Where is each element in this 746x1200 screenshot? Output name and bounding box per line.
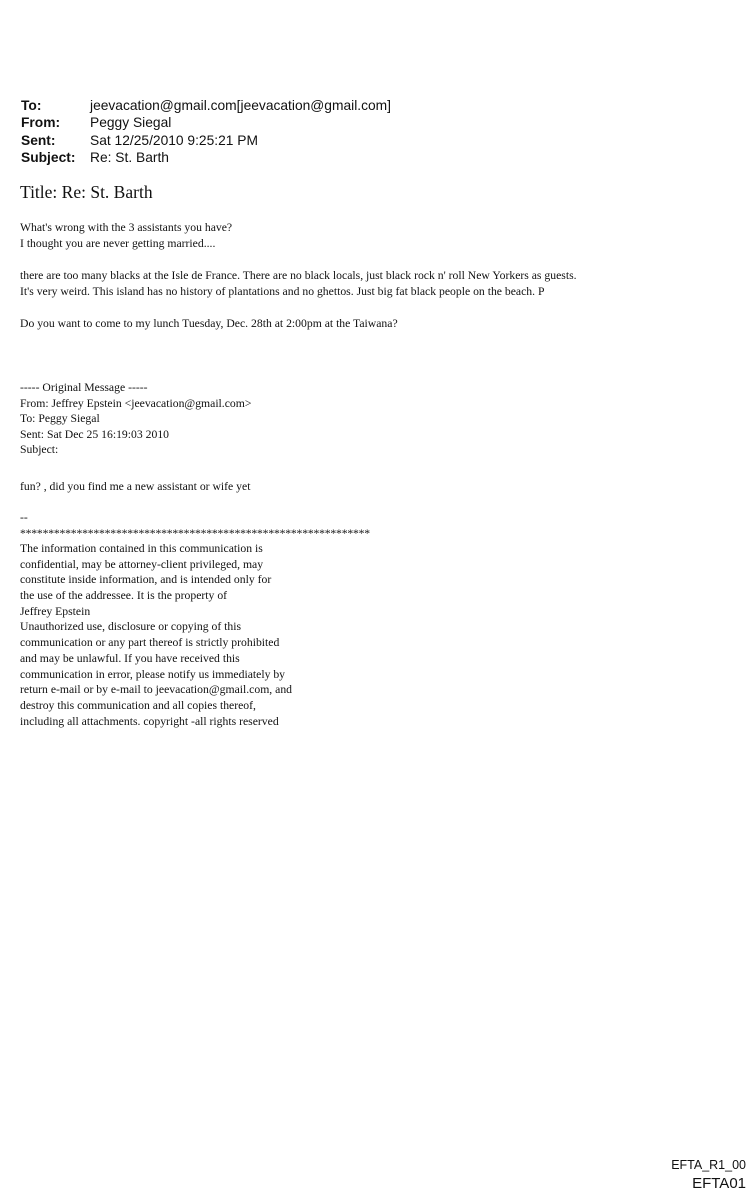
disclaimer-line: The information contained in this communication is bbox=[20, 542, 263, 555]
disclaimer-block bbox=[20, 541, 292, 729]
disclaimer-line: the use of the addressee. It is the property of bbox=[20, 589, 228, 603]
disclaimer-line: Jeffrey Epstein bbox=[20, 604, 91, 618]
subject-value: Re: St. Barth bbox=[90, 149, 169, 165]
signature-separator bbox=[20, 510, 370, 541]
email-header bbox=[21, 97, 721, 166]
to-row bbox=[21, 97, 721, 114]
original-message-block bbox=[20, 380, 251, 458]
disclaimer-line: and may be unlawful. If you have received this bbox=[20, 651, 240, 665]
bates-stamp bbox=[671, 1157, 746, 1194]
from-label: From: bbox=[21, 115, 61, 131]
signature-dashes: -- bbox=[20, 511, 28, 524]
body-paragraph-3 bbox=[20, 316, 398, 332]
disclaimer-line: constitute inside information, and is intended only for bbox=[20, 573, 272, 587]
original-sent: Sent: Sat Dec 25 16:19:03 2010 bbox=[20, 427, 170, 441]
from-value: Peggy Siegal bbox=[90, 115, 172, 131]
body-line: I thought you are never getting married.... bbox=[20, 236, 216, 250]
sent-row bbox=[21, 132, 721, 149]
body-paragraph-1 bbox=[20, 220, 232, 251]
body-line: Do you want to come to my lunch Tuesday, Dec. 28th at 2:00pm at the Taiwana? bbox=[20, 317, 398, 330]
original-to: To: Peggy Siegal bbox=[20, 412, 100, 426]
disclaimer-line: confidential, may be attorney-client privileged, may bbox=[20, 557, 264, 571]
disclaimer-line: Unauthorized use, disclosure or copying of this bbox=[20, 620, 242, 634]
disclaimer-line: communication or any part thereof is strictly prohibited bbox=[20, 636, 280, 650]
body-line: It's very weird. This island has no history of plantations and no ghettos. Just big fat black people on the beach. P bbox=[20, 284, 545, 298]
document-title: Title: Re: St. Barth bbox=[20, 182, 153, 202]
forwarded-text: fun? , did you find me a new assistant or wife yet bbox=[20, 480, 251, 493]
disclaimer-line: including all attachments. copyright -all rights reserved bbox=[20, 714, 279, 728]
subject-row bbox=[21, 149, 721, 166]
original-separator: ----- Original Message ----- bbox=[20, 381, 148, 394]
body-line: What's wrong with the 3 assistants you have? bbox=[20, 221, 233, 234]
to-value: jeevacation@gmail.com[jeevacation@gmail.com] bbox=[90, 98, 392, 113]
to-label: To: bbox=[21, 98, 42, 113]
subject-label: Subject: bbox=[21, 149, 76, 165]
sent-label: Sent: bbox=[21, 132, 56, 148]
body-paragraph-2 bbox=[20, 268, 577, 299]
disclaimer-line: communication in error, please notify us immediately by bbox=[20, 667, 286, 681]
bates-line-1: EFTA_R1_00 bbox=[671, 1158, 746, 1172]
disclaimer-line: destroy this communication and all copies thereof, bbox=[20, 698, 256, 712]
bates-line-2: EFTA01 bbox=[692, 1175, 746, 1192]
original-from: From: Jeffrey Epstein <jeevacation@gmail.com> bbox=[20, 396, 252, 410]
body-line: there are too many blacks at the Isle de France. There are no black locals, just black rock n' roll New Yorkers as guests. bbox=[20, 269, 577, 282]
from-row bbox=[21, 114, 721, 131]
original-subject: Subject: bbox=[20, 443, 59, 457]
signature-stars: ************************************************************** bbox=[20, 526, 370, 540]
sent-value: Sat 12/25/2010 9:25:21 PM bbox=[90, 132, 258, 148]
disclaimer-line: return e-mail or by e-mail to jeevacation@gmail.com, and bbox=[20, 683, 293, 697]
